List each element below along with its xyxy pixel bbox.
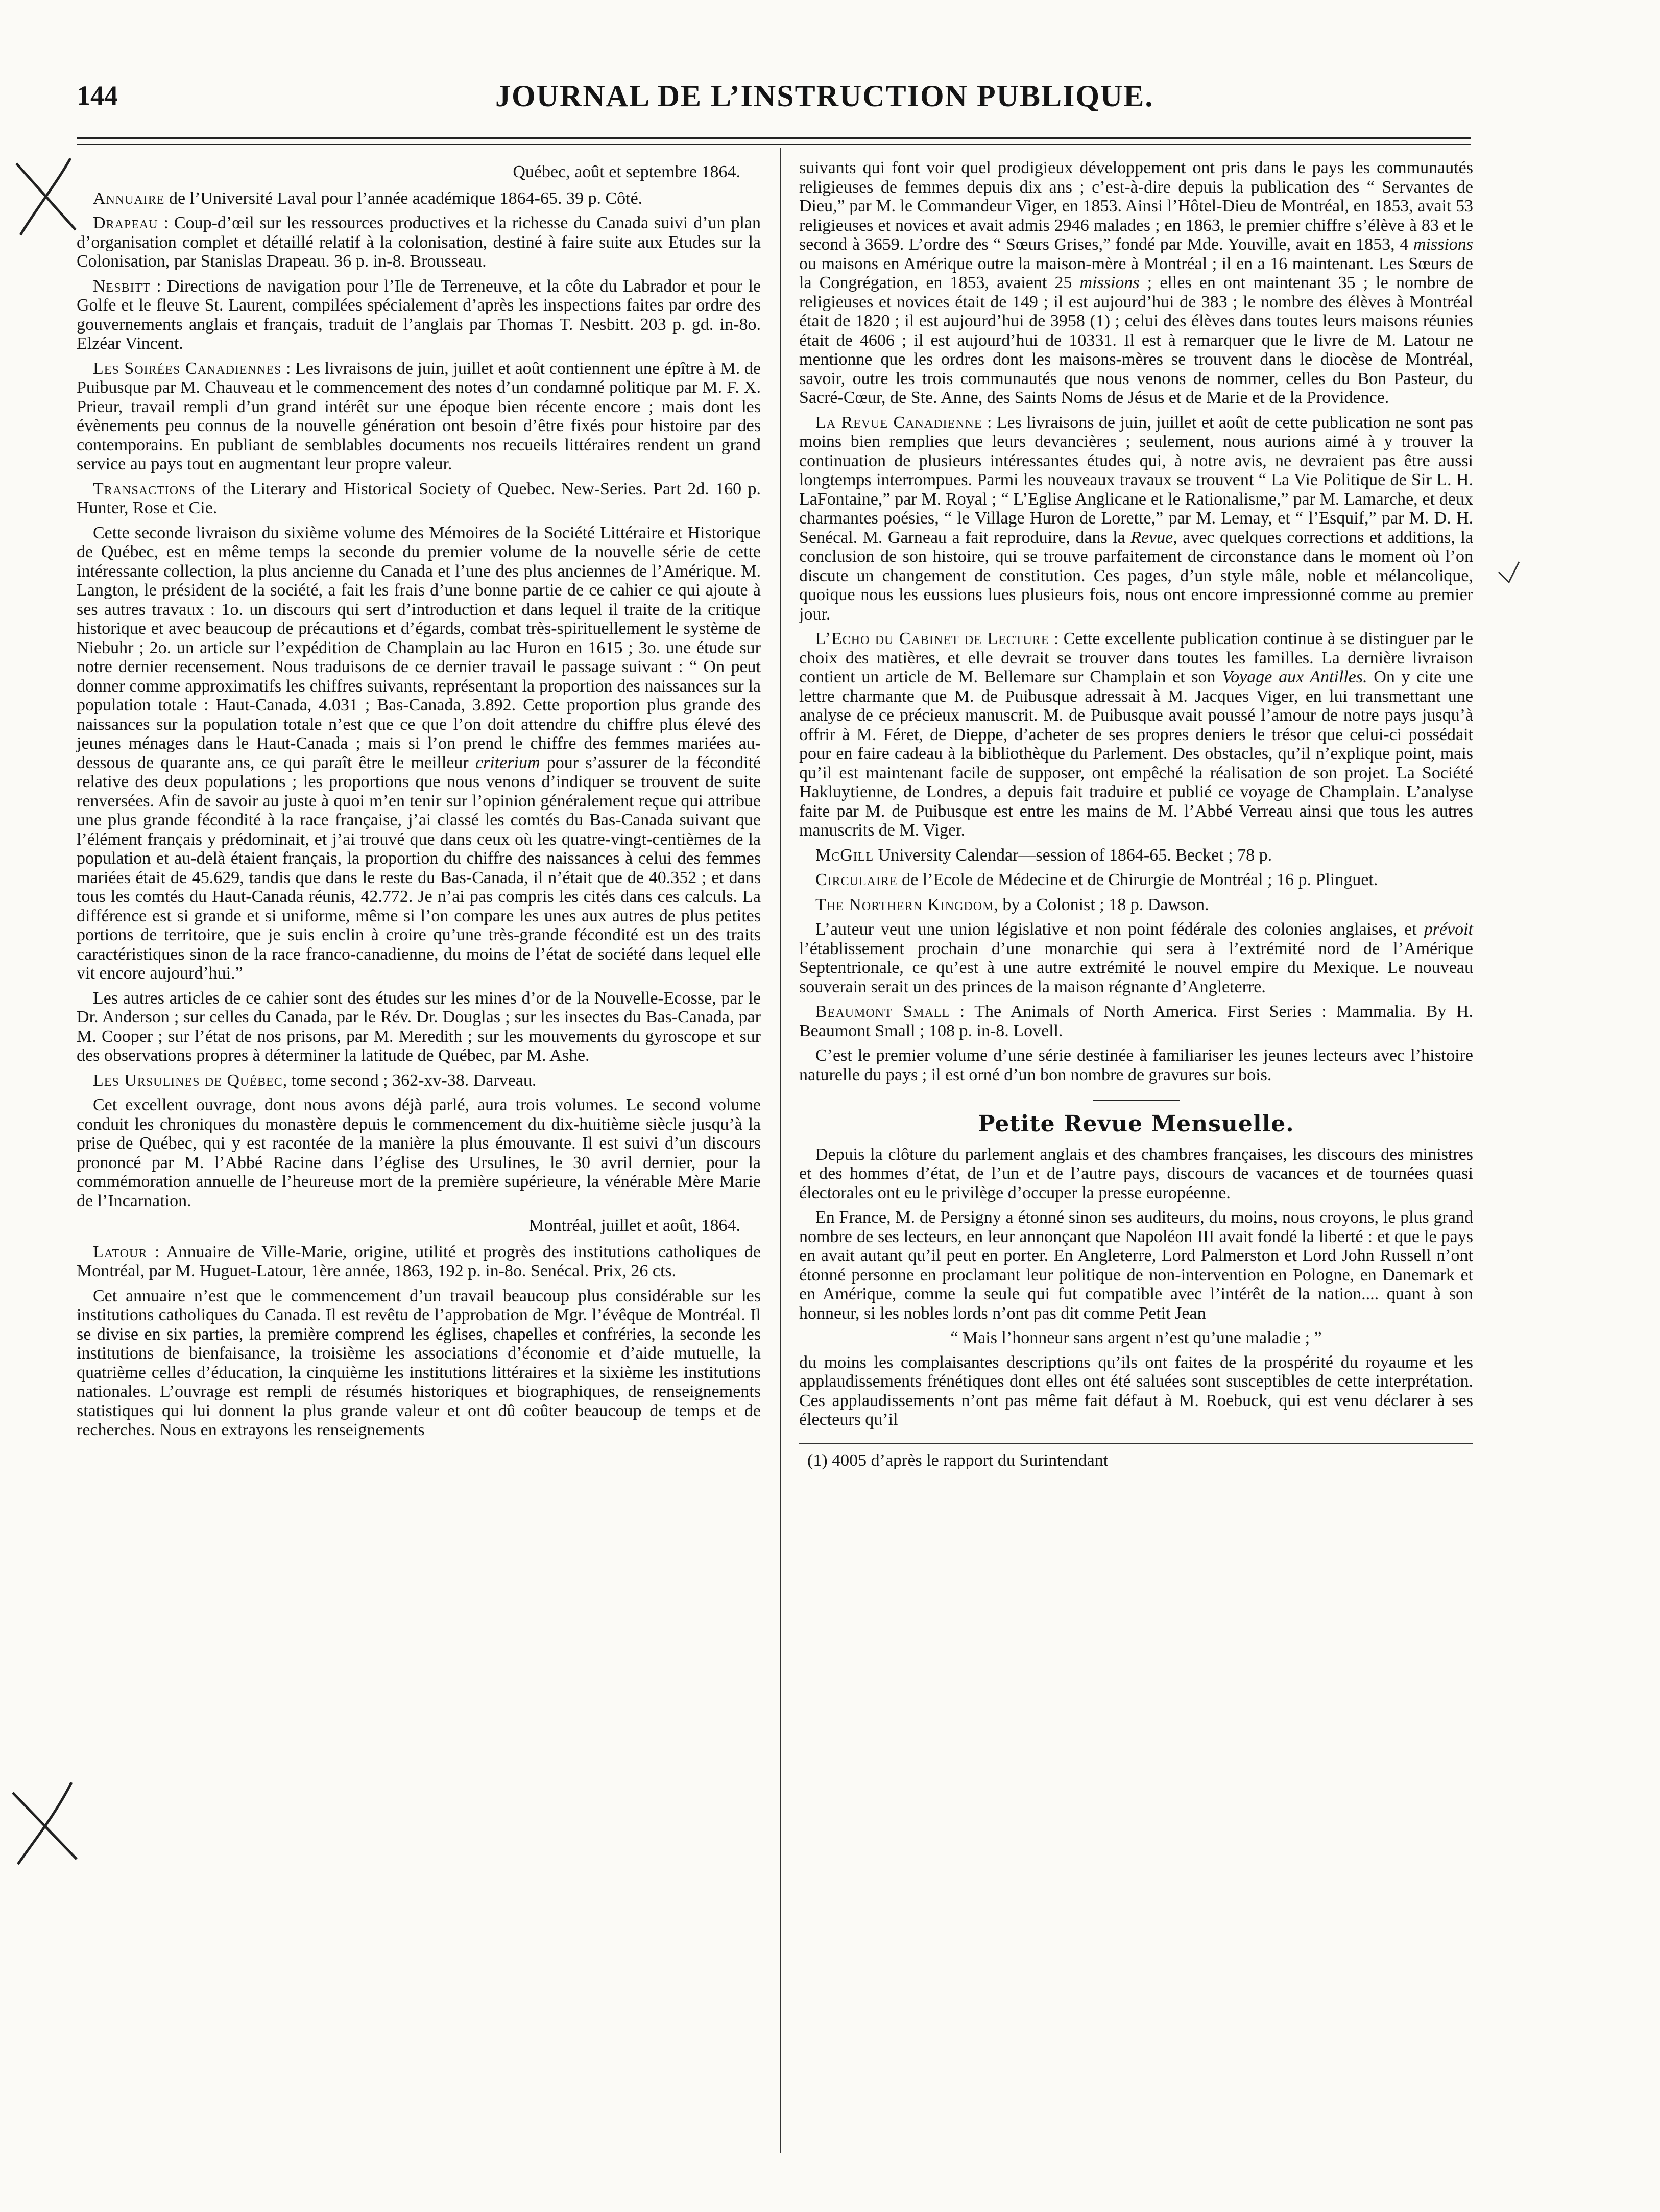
entry-drapeau: Drapeau : Coup-d’œil sur les ressources productives et la richesse du Canada suivi d’un plan d’organisation complet et détaillé relatif à la colonisation, destiné à faire suite aux Etudes sur la Colonisation, par Stanislas Drapeau. 36 p. in-8. Brousseau. [77, 213, 761, 271]
entry-nesbitt: Nesbitt : Directions de navigation pour l’Ile de Terreneuve, et la côte du Labrador et pour le Golfe et le fleuve St. Laurent, compilées spécialement d’après les inspections faites par ordre des gouvernements anglais et français, traduit de l’anglais par Thomas T. Nesbitt. 203 p. gd. in-8o. Elzéar Vincent. [77, 276, 761, 353]
entry-soirees-canadiennes: Les Soirées Canadiennes : Les livraisons de juin, juillet et août contiennent une épître à M. de Puibusque par M. Chauveau et le commencement des notes d’un condamné politique par M. F. X. Prieur, travail rempli d’un grand intérêt sur une époque bien récente encore ; mais dont les évènements peu connus de la nouvelle génération ont besoin d’être fixés pour histoire par des contemporains. En publiant de semblables documents nos recueils littéraires rendent un grand service au pays tout en augmentant leur propre valeur. [77, 359, 761, 473]
right-column [799, 158, 1473, 1476]
paragraph-latour: Cet annuaire n’est que le commencement d’un travail beaucoup plus considérable sur les institutions catholiques du Canada. Il est revêtu de l’approbation de Mgr. l’évêque de Montréal. Il se divise en six parties, la première comprend les églises, chapelles et confréries, la seconde les institutions de bienfaisance, la troisième les associations d’économie et d’aide mutuelle, la quatrième celles d’éducation, la cinquième les institutions littéraires et la sixième les institutions nationales. L’ouvrage est rempli de résumés historiques et biographiques, de renseignements statistiques qui lui donnent la plus grande valeur et ont dû coûter beaucoup de temps et de recherches. Nous en extrayons les renseignements [77, 1286, 761, 1439]
quote: “ Mais l’honneur sans argent n’est qu’une maladie ; ” [950, 1328, 1322, 1347]
section-title: Petite Revue Mensuelle. [978, 1111, 1294, 1137]
pen-cross-mark-icon [8, 1777, 84, 1869]
journal-title: JOURNAL DE L’INSTRUCTION PUBLIQUE. [495, 79, 1154, 113]
left-column [77, 158, 761, 1445]
paragraph-revue-2: En France, M. de Persigny a étonné sinon ses auditeurs, du moins, nous croyons, le plus grand nombre de ses lecteurs, en leur annonçant que Napoléon III avait fondé la liberté : et que le pays en avait autant qu’il peut en porter. En Angleterre, Lord Palmerston et Lord John Russell n’ont étonné personne en proclamant leur politique de non-intervention en Pologne, en Danemark et en Amérique, comme la seule qui fut compatible avec l’intérêt de la nation.... quant à son honneur, si les nobles lords n’ont pas dit comme Petit Jean [799, 1208, 1473, 1323]
page-header [77, 77, 1471, 123]
pen-cross-mark-icon [10, 153, 82, 240]
column-divider [780, 148, 781, 2153]
entry-circulaire: Circulaire de l’Ecole de Médecine et de Chirurgie de Montréal ; 16 p. Plinguet. [815, 870, 1378, 889]
entry-echo-cabinet: L’Echo du Cabinet de Lecture : Cette excellente publication continue à se distinguer par le choix des matières, et elle devrait se trouver dans toutes les familles. La dernière livraison contient un article de M. Bellemare sur Champlain et son Voyage aux Antilles. On y cite une lettre charmante que M. de Puibusque adressait à M. Jacques Viger, en lui transmettant une analyse de ce précieux manuscrit. M. de Puibusque avait poussé l’amour de notre pays jusqu’à offrir à M. Féret, de Dieppe, d’acheter de ses propres deniers le trésor que celui-ci possédait pour en faire cadeau à la bibliothèque du Parlement. Des obstacles, qu’il n’explique point, mais qu’il est maintenant facile de supposer, ont empêché la réalisation de son projet. La Société Hakluytienne, de Londres, a depuis fait traduire et publié ce voyage de Champlain. L’analyse faite par M. de Puibusque est entre les mains de M. l’Abbé Verreau ainsi que tous les autres manuscrits de M. Viger. [799, 629, 1474, 840]
entry-ursulines: Les Ursulines de Québec, tome second ; 362-xv-38. Darveau. [93, 1071, 537, 1090]
header-rule [77, 137, 1471, 139]
footnote-rule [799, 1443, 1473, 1444]
header-rule-thin [77, 144, 1471, 145]
paragraph-transactions-other: Les autres articles de ce cahier sont des études sur les mines d’or de la Nouvelle-Ecosse, par le Dr. Anderson ; sur celles du Canada, par le Rév. Dr. Douglas ; sur les insectes du Bas-Canada, par M. Cooper ; sur l’état de nos prisons, par M. Meredith ; sur les mouvements du gyroscope et sur des observations propres à déterminer la latitude de Québec, par M. Ashe. [77, 988, 761, 1065]
dateline: Montréal, juillet et août, 1864. [528, 1216, 740, 1235]
entry-annuaire-laval: Annuaire de l’Université Laval pour l’année académique 1864-65. 39 p. Côté. [93, 188, 643, 208]
entry-mcgill: McGill University Calendar—session of 1864-65. Becket ; 78 p. [815, 845, 1272, 865]
entry-revue-canadienne: La Revue Canadienne : Les livraisons de juin, juillet et août de cette publication ne sont pas moins bien remplies que leurs devancières ; seulement, nous aurions aimé à y trouver la continuation de plusieurs intéressantes études qui, à notre avis, ne devraient pas être aussi longtemps interrompues. Parmi les nouveaux travaux se trouvent “ La Vie Politique de Sir L. H. LaFontaine,” par M. Royal ; “ L’Eglise Anglicane et le Rationalisme,” par M. Lamarche, et deux charmantes poésies, “ le Village Huron de Lorette,” par M. Lemay, et “ l’Esquif,” par M. D. H. Senécal. M. Garneau a fait reproduire, dans la Revue, avec quelques corrections et additions, la conclusion de son histoire, qui se trouve parfaitement de circonstance dans le moment où l’on discute un changement de constitution. Ces pages, d’un style mâle, noble et mélancolique, quoique nous les eussions lues plusieurs fois, nous ont encore impressionné comme au premier jour. [799, 413, 1474, 624]
paragraph-beaumont-small: C’est le premier volume d’une série destinée à familiariser les jeunes lecteurs avec l’histoire naturelle du pays ; il est orné d’un bon nombre de gravures sur bois. [799, 1046, 1473, 1084]
page-number: 144 [77, 80, 118, 111]
paragraph-ursulines: Cet excellent ouvrage, dont nous avons déjà parlé, aura trois volumes. Le second volume conduit les chroniques du monastère depuis le commencement du dix-huitième siècle jusqu’à la prise de Québec, qui y est racontée de la manière la plus émouvante. Il est suivi d’un discours prononcé par M. l’Abbé Racine dans l’église des Ursulines, le 30 avril dernier, pour la commémoration annuelle de l’heureuse mort de la première supérieure, la vénérable Mère Marie de l’Incarnation. [77, 1096, 761, 1210]
entry-transactions: Transactions of the Literary and Historical Society of Quebec. New-Series. Part 2d. 160 p. Hunter, Rose et Cie. [77, 479, 761, 517]
section-rule [1093, 1100, 1180, 1101]
paragraph-revue-3: du moins les complaisantes descriptions qu’ils ont faites de la prospérité du royaume et les applaudissements frénétiques dont elles ont été saluées sont susceptibles de cette interprétation. Ces applaudissements n’ont pas même fait défaut à M. Roebuck, qui est venu déclarer à ses électeurs qu’il [799, 1352, 1473, 1429]
dateline: Québec, août et septembre 1864. [513, 162, 740, 181]
footnote: (1) 4005 d’après le rapport du Surintendant [807, 1450, 1109, 1470]
entry-northern-kingdom: The Northern Kingdom, by a Colonist ; 18 p. Dawson. [815, 895, 1209, 914]
paragraph-revue-1: Depuis la clôture du parlement anglais et des chambres françaises, les discours des ministres et des hommes d’état, de l’un et de l’autre pays, discours de vacances et de tournées quasi électorales ont eu le privilège d’occuper la presse européenne. [799, 1145, 1473, 1202]
paragraph-transactions-review: Cette seconde livraison du sixième volume des Mémoires de la Société Littéraire et Historique de Québec, est en même temps la seconde du premier volume de la nouvelle série de cette intéressante collection, la plus ancienne du Canada et l’une des plus anciennes de l’Amérique. M. Langton, le président de la société, a fait les frais d’une bonne partie de ce cahier ce qui ajoute à ses autres travaux : 1o. un discours qui sert d’introduction et dans lequel il traite de la critique historique et avec beaucoup de précautions et d’égards, combat très-spirituellement le système de Niebuhr ; 2o. un article sur l’expédition de Champlain au lac Huron en 1615 ; 3o. une étude sur notre dernier recensement. Nous traduisons de ce dernier travail le passage suivant : “ On peut donner comme approximatifs les chiffres suivants, représentant la proportion des naissances sur la population totale : Haut-Canada, 4.031 ; Bas-Canada, 3.892. Cette proportion plus grande des naissances sur la population totale n’est que ce que l’on doit attendre du chiffre plus élevé des jeunes ménages dans le Haut-Canada ; mais si l’on prend le chiffre des femmes mariées au-dessous de quarante ans, ce qui paraît être le meilleur criterium pour s’assurer de la fécondité relative des deux populations ; les proportions que nous venons d’indiquer se trouvent de suite renversées. Afin de savoir au juste à quoi m’en tenir sur l’opinion généralement reçue qui attribue une plus grande fécondité à la race française, j’ai classé les comtés du Bas-Canada suivant que l’élément français y prédominait, et j’ai trouvé que dans ceux où les quatre-vingt-centièmes de la population et au-delà étaient français, la proportion du chiffre des naissances à celui des femmes mariées était de 45.629, tandis que dans le reste du Bas-Canada, il n’était que de 40.352 ; et dans tous les comtés du Haut-Canada réunis, 42.772. Je n’ai pas compris les cités dans ces calculs. La différence est si grande et si uniforme, même si l’on compare les unes aux autres de plus petites portions de territoire, que je suis enclin à croire qu’une très-grande fécondité est un des traits caractéristiques sinon de la race franco-canadienne, du moins de l’état de société dans lequel elle vit encore aujourd’hui.” [77, 523, 761, 983]
entry-latour: Latour : Annuaire de Ville-Marie, origine, utilité et progrès des institutions catholiques de Montréal, par M. Huguet-Latour, 1ère année, 1863, 192 p. in-8o. Senécal. Prix, 26 cts. [77, 1242, 761, 1280]
pen-tick-mark-icon [1494, 557, 1524, 598]
entry-beaumont-small: Beaumont Small : The Animals of North America. First Series : Mammalia. By H. Beaumont Small ; 108 p. in-8. Lovell. [799, 1002, 1473, 1040]
paragraph-communautes: suivants qui font voir quel prodigieux développement ont pris dans le pays les communautés religieuses de femmes depuis dix ans ; c’est-à-dire depuis la publication des “ Servantes de Dieu,” par M. le Commandeur Viger, en 1853. Ainsi l’Hôtel-Dieu de Montréal, en 1853, avait 53 religieuses et novices et avait admis 2946 malades ; en 1863, le premier chiffre s’élève à 83 et le second à 3659. L’ordre des “ Sœurs Grises,” fondé par Mde. Youville, avait en 1853, 4 missions ou maisons en Amérique outre la maison-mère à Montréal ; il en a 16 maintenant. Les Sœurs de la Congrégation, en 1853, avaient 25 missions ; elles en ont maintenant 35 ; le nombre de religieuses et novices était de 149 ; il est aujourd’hui de 383 ; le nombre des élèves à Montréal était de 1820 ; il est aujourd’hui de 3958 (1) ; celui des élèves dans toutes leurs maisons réunies était de 4606 ; il est aujourd’hui de 10331. Il est à remarquer que le livre de M. Latour ne mentionne que les ordres dont les maisons-mères se trouvent dans le diocèse de Montréal, savoir, outre les trois communautés que nous venons de nommer, celles du Bon Pasteur, du Sacré-Cœur, de Ste. Anne, des Saints Noms de Jésus et de Marie et de la Providence. [799, 158, 1474, 407]
paragraph-northern-kingdom: L’auteur veut une union législative et non point fédérale des colonies anglaises, et prévoit l’établissement prochain d’une monarchie qui sera à l’extrémité nord de l’Amérique Septentrionale, ce qu’est à une autre extrémité le nouvel empire du Mexique. Le nouveau souverain serait un des princes de la maison régnante d’Angleterre. [799, 920, 1473, 996]
